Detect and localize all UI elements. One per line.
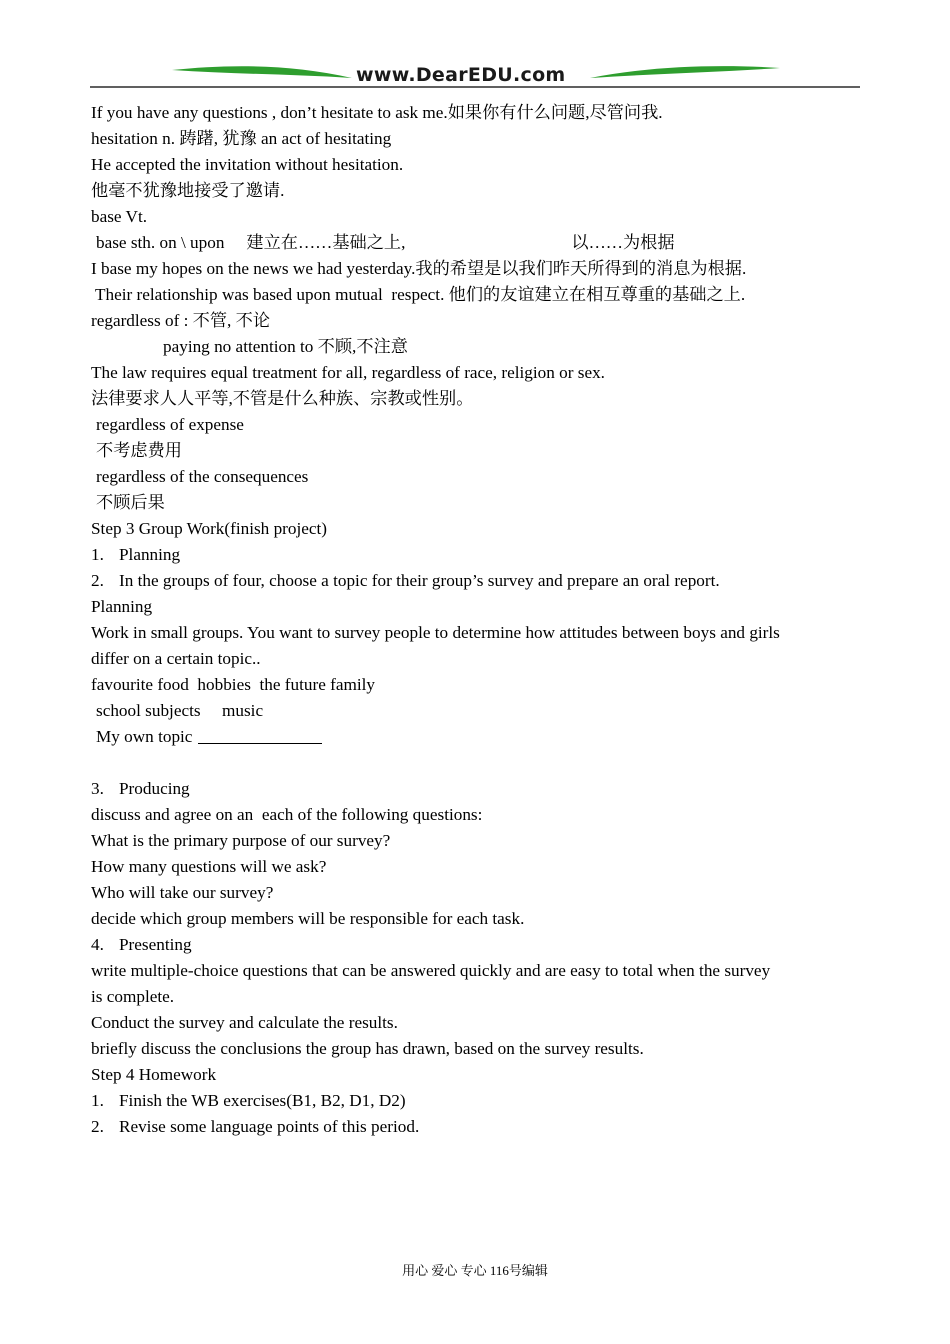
topics-line: favourite food hobbies the future family xyxy=(91,675,375,694)
blank-line xyxy=(91,750,871,776)
step4-heading: Step 4 Homework xyxy=(91,1065,217,1084)
list-number: 1. xyxy=(91,545,104,564)
text-line: How many questions will we ask? xyxy=(91,857,327,876)
text-line: I base my hopes on the news we had yesterday.我的希望是以我们昨天所得到的消息为根据. xyxy=(91,259,747,278)
list-item xyxy=(91,1114,871,1140)
page-footer: 用心 爱心 专心 116号编辑 xyxy=(402,1263,548,1278)
text-line: differ on a certain topic.. xyxy=(91,649,261,668)
phrase-line: regardless of expense xyxy=(96,415,244,434)
phrase-line: 不顾后果 xyxy=(96,493,165,512)
step3-heading: Step 3 Group Work(finish project) xyxy=(91,519,328,538)
text-line: The law requires equal treatment for all, regardless of race, religion or sex. xyxy=(91,363,605,382)
list-text: In the groups of four, choose a topic for their group’s survey and prepare an oral report. xyxy=(119,571,720,590)
text-line: If you have any questions , don’t hesitate to ask me.如果你有什么问题,尽管问我. xyxy=(91,103,663,122)
list-item xyxy=(91,1088,871,1114)
own-topic-label: My own topic xyxy=(96,727,193,746)
text-line: decide which group members will be responsible for each task. xyxy=(91,909,525,928)
text-line: Work in small groups. You want to survey people to determine how attitudes between boys and girls xyxy=(91,623,780,642)
base-usage-line xyxy=(91,230,871,256)
topics-line: school subjects music xyxy=(96,701,264,720)
list-item xyxy=(91,568,871,594)
text-line: Their relationship was based upon mutual respect. 他们的友谊建立在相互尊重的基础之上. xyxy=(91,285,746,304)
text-line: discuss and agree on an each of the following questions: xyxy=(91,805,483,824)
text-line: regardless of : 不管, 不论 xyxy=(91,311,271,330)
phrase-line: 不考虑费用 xyxy=(96,441,182,460)
base-usage-meaning-1: 建立在……基础之上, xyxy=(246,233,406,252)
text-line: He accepted the invitation without hesitation. xyxy=(91,155,404,174)
phrase-line: regardless of the consequences xyxy=(96,467,309,486)
text-line: 他毫不犹豫地接受了邀请. xyxy=(91,181,285,200)
list-number: 4. xyxy=(91,935,104,954)
text-line: What is the primary purpose of our survey? xyxy=(91,831,391,850)
text-line: base Vt. xyxy=(91,207,148,226)
text-line: Who will take our survey? xyxy=(91,883,274,902)
text-line: 法律要求人人平等,不管是什么种族、宗教或性别。 xyxy=(91,389,474,408)
own-topic-line xyxy=(91,724,871,750)
base-usage-meaning-2: 以……为根据 xyxy=(571,233,675,252)
list-text: Planning xyxy=(119,545,181,564)
list-number: 3. xyxy=(91,779,104,798)
text-line: write multiple-choice questions that can be answered quickly and are easy to total when the survey xyxy=(91,961,771,980)
list-text: Revise some language points of this period. xyxy=(119,1117,420,1136)
planning-heading: Planning xyxy=(91,597,153,616)
list-item xyxy=(91,542,871,568)
text-line: briefly discuss the conclusions the group has drawn, based on the survey results. xyxy=(91,1039,644,1058)
own-topic-blank[interactable] xyxy=(198,726,322,744)
text-line: is complete. xyxy=(91,987,175,1006)
text-line: Conduct the survey and calculate the results. xyxy=(91,1013,398,1032)
list-number: 2. xyxy=(91,571,104,590)
page-header xyxy=(90,62,860,90)
list-item xyxy=(91,776,871,802)
base-usage-phrase: base sth. on \ upon xyxy=(96,233,225,252)
list-text: Finish the WB exercises(B1, B2, D1, D2) xyxy=(119,1091,406,1110)
list-item xyxy=(91,932,871,958)
text-line: hesitation n. 踌躇, 犹豫 an act of hesitating xyxy=(91,129,392,148)
site-logo: www.DearEDU.com xyxy=(356,64,566,86)
list-text: Presenting xyxy=(119,935,192,954)
text-line: paying no attention to 不顾,不注意 xyxy=(163,337,408,356)
list-text: Producing xyxy=(119,779,190,798)
document-body xyxy=(91,100,871,1140)
list-number: 1. xyxy=(91,1091,104,1110)
list-number: 2. xyxy=(91,1117,104,1136)
